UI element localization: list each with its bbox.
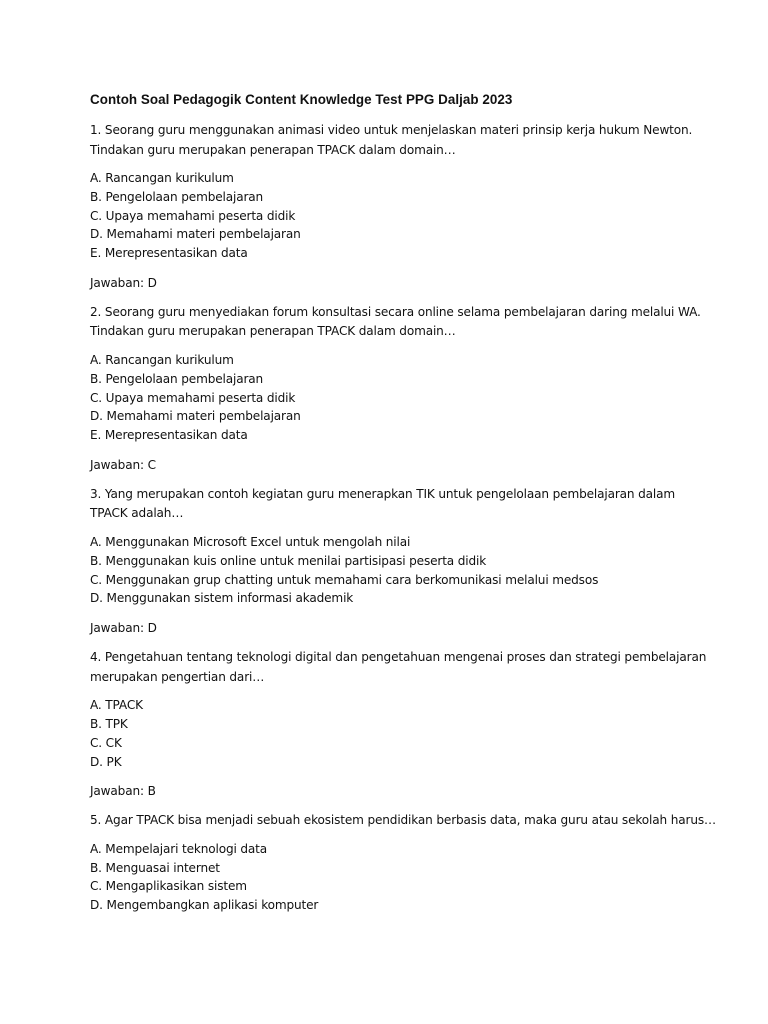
option-b: B. TPK — [90, 716, 128, 731]
option-b: B. Menggunakan kuis online untuk menilai partisipasi peserta didik — [90, 553, 487, 568]
question-text-line: 2. Seorang guru menyediakan forum konsultasi secara online selama pembelajaran daring melalui WA. — [90, 304, 701, 319]
option-list — [90, 840, 730, 915]
option-e: E. Merepresentasikan data — [90, 246, 248, 261]
question-text-line: Tindakan guru merupakan penerapan TPACK dalam domain… — [90, 324, 456, 339]
option-list — [90, 169, 730, 263]
option-a: A. Rancangan kurikulum — [90, 352, 234, 367]
option-list — [90, 351, 730, 445]
option-b: B. Menguasai internet — [90, 860, 220, 875]
document-content — [90, 91, 730, 926]
question-text — [90, 303, 730, 342]
question-text-line: 1. Seorang guru menggunakan animasi video untuk menjelaskan materi prinsip kerja hukum Newton. — [90, 123, 693, 137]
question-4 — [90, 648, 730, 800]
option-d: D. Memahami materi pembelajaran — [90, 227, 301, 242]
option-c: C. Upaya memahami peserta didik — [90, 208, 296, 223]
question-text-line: 4. Pengetahuan tentang teknologi digital dan pengetahuan mengenai proses dan strategi pembelajaran — [90, 650, 707, 665]
question-text-line: Tindakan guru merupakan penerapan TPACK dalam domain… — [90, 142, 456, 157]
question-text-line: merupakan pengertian dari… — [90, 669, 265, 684]
option-d: D. Menggunakan sistem informasi akademik — [90, 591, 354, 606]
question-text — [90, 485, 730, 524]
question-text-line: TPACK adalah… — [90, 506, 184, 521]
question-text — [90, 811, 730, 831]
answer-key: Jawaban: D — [90, 621, 157, 636]
question-text — [90, 648, 730, 687]
answer-key: Jawaban: B — [90, 784, 156, 799]
option-a: A. TPACK — [90, 698, 143, 713]
option-d: D. Memahami materi pembelajaran — [90, 409, 301, 424]
option-a: A. Mempelajari teknologi data — [90, 841, 268, 856]
option-a: A. Rancangan kurikulum — [90, 171, 234, 185]
question-text — [90, 121, 730, 160]
question-text-line: 5. Agar TPACK bisa menjadi sebuah ekosistem pendidikan berbasis data, maka guru atau sekolah harus… — [90, 813, 716, 828]
option-list — [90, 696, 730, 771]
answer-key: Jawaban: D — [90, 275, 157, 290]
document-title: Contoh Soal Pedagogik Content Knowledge Test PPG Daljab 2023 — [90, 92, 513, 107]
answer-key: Jawaban: C — [90, 457, 156, 472]
option-c: C. Upaya memahami peserta didik — [90, 390, 296, 405]
option-e: E. Merepresentasikan data — [90, 428, 248, 443]
option-c: C. Mengaplikasikan sistem — [90, 879, 247, 894]
question-5 — [90, 811, 730, 915]
option-d: D. PK — [90, 754, 122, 769]
option-a: A. Menggunakan Microsoft Excel untuk mengolah nilai — [90, 534, 411, 549]
question-3 — [90, 485, 730, 637]
option-c: C. Menggunakan grup chatting untuk memahami cara berkomunikasi melalui medsos — [90, 572, 599, 587]
option-list — [90, 533, 730, 608]
question-text-line: 3. Yang merupakan contoh kegiatan guru menerapkan TIK untuk pengelolaan pembelajaran dalam — [90, 486, 676, 501]
question-2 — [90, 303, 730, 474]
option-c: C. CK — [90, 735, 122, 750]
option-b: B. Pengelolaan pembelajaran — [90, 189, 264, 204]
option-b: B. Pengelolaan pembelajaran — [90, 371, 264, 386]
option-d: D. Mengembangkan aplikasi komputer — [90, 898, 319, 913]
question-1 — [90, 121, 730, 292]
